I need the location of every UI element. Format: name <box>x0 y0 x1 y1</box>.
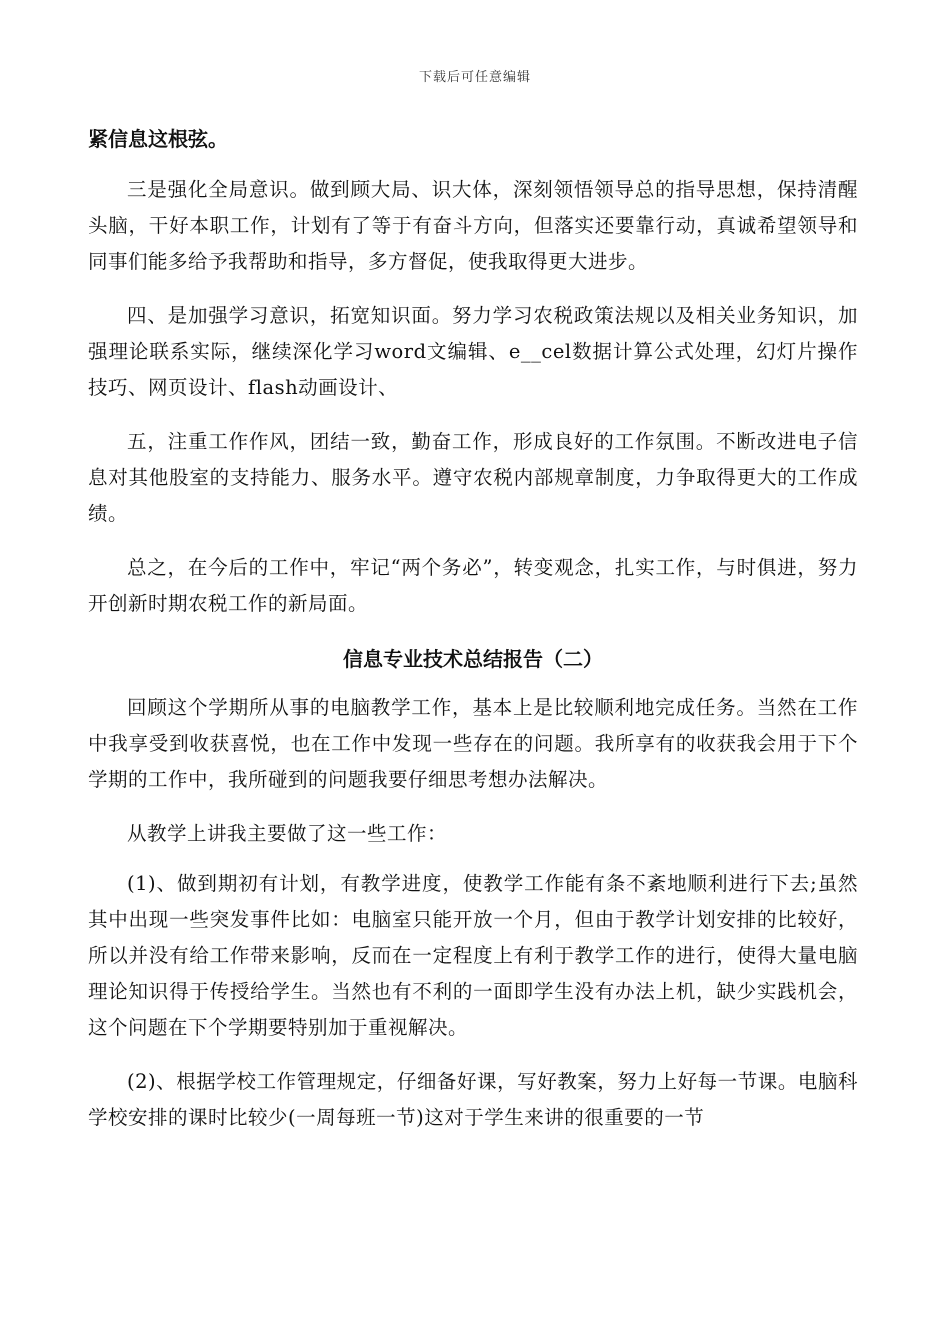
page-header-note: 下载后可任意编辑 <box>418 70 531 85</box>
paragraph-item-1: (1)、做到期初有计划，有教学进度，使教学工作能有条不紊地顺利进行下去;虽然其中出现一些突发事件比如：电脑室只能开放一个月，但由于教学计划安排的比较好，所以并没有给工作带来影响，反而在一定程度上有利于教学工作的进行，使得大量电脑理论知识得于传授给学生。当然也有不利的一面即学生没有办法上机，缺少实践机会，这个问题在下个学期要特别加于重视解决。 <box>88 872 858 1039</box>
paragraph-review: 回顾这个学期所从事的电脑教学工作，基本上是比较顺利地完成任务。当然在工作中我享受到收获喜悦，也在工作中发现一些存在的问题。我所享有的收获我会用于下个学期的工作中，我所碰到的问题我要仔细思考想办法解决。 <box>88 696 858 791</box>
paragraph-item-2: (2)、根据学校工作管理规定，仔细备好课，写好教案，努力上好每一节课。电脑科学校安排的课时比较少(一周每班一节)这对于学生来讲的很重要的一节 <box>88 1070 858 1129</box>
document-body <box>88 120 858 1154</box>
paragraph-intro-list: 从教学上讲我主要做了这一些工作： <box>127 822 448 845</box>
paragraph-learning: 四、是加强学习意识，拓宽知识面。努力学习农税政策法规以及相关业务知识，加强理论联系实际，继续深化学习word文编辑、e__cel数据计算公式处理，幻灯片操作技巧、网页设计、flash动画设计、 <box>88 304 858 399</box>
section-title: 信息专业技术总结报告（二） <box>343 647 603 671</box>
paragraph-conclusion: 总之，在今后的工作中，牢记“两个务必”，转变观念，扎实工作，与时俱进，努力开创新时期农税工作的新局面。 <box>88 556 858 615</box>
paragraph-awareness: 三是强化全局意识。做到顾大局、识大体，深刻领悟领导总的指导思想，保持清醒头脑，干好本职工作，计划有了等于有奋斗方向，但落实还要靠行动，真诚希望领导和同事们能多给予我帮助和指导，多方督促，使我取得更大进步。 <box>88 178 858 273</box>
continued-line: 紧信息这根弦。 <box>88 127 228 151</box>
paragraph-work-style: 五，注重工作作风，团结一致，勤奋工作，形成良好的工作氛围。不断改进电子信息对其他股室的支持能力、服务水平。遵守农税内部规章制度，力争取得更大的工作成绩。 <box>88 430 858 525</box>
